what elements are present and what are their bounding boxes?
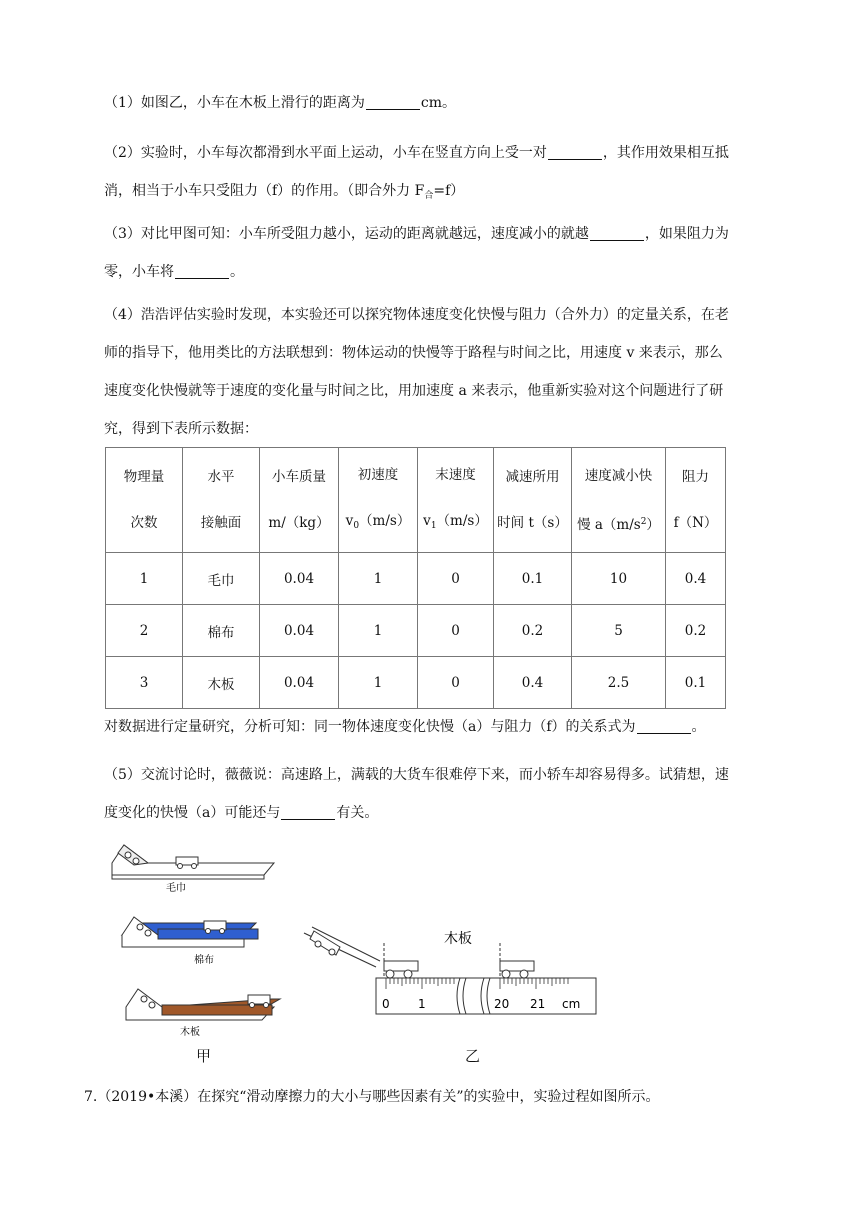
question-3-line2: 零，小车将 [104,264,174,280]
table-cell: 0.04 [260,657,339,709]
answer-blank[interactable] [366,95,420,110]
question-1-text: （1）如图乙，小车在木板上滑行的距离为 [104,95,365,111]
table-cell: 0.04 [260,605,339,657]
question-4-line4: 究，得到下表所示数据： [104,421,258,437]
board-track [126,989,280,1020]
answer-blank[interactable] [590,226,644,241]
table-cell: 2 [106,605,183,657]
question-3-text-tail: ，如果阻力为 [644,226,729,242]
answer-blank[interactable] [637,719,691,734]
subscript-he: 合 [424,191,434,201]
table-row [106,553,726,605]
question-5-line2: 度变化的快慢（a）可能还与 [104,805,281,821]
table-cell: 0.2 [494,605,572,657]
towel-track [112,845,274,879]
table-row [106,605,726,657]
question-4 [104,296,772,448]
header-cell: 初速度 $v_0(m/s)$ [339,448,418,553]
table-cell: 0.4 [494,657,572,709]
table-cell: 1 [339,605,418,657]
table-cell: 0.4 [666,553,726,605]
question-3-text: （3）对比甲图可知：小车所受阻力越小，运动的距离就越远，速度减小的就越 [104,226,589,242]
header-cell: 物理量 次数 [106,448,183,553]
question-4-line2: 师的指导下，他用类比的方法联想到：物体运动的快慢等于路程与时间之比，用速度 v 来表示，那么 [104,345,723,361]
ruler-tick-20: 20 [494,997,510,1011]
table-conclusion [104,708,772,746]
conclusion-text: 对数据进行定量研究，分析可知：同一物体速度变化快慢（a）与阻力（f）的关系式为 [104,719,636,735]
table-cell: 2.5 [572,657,666,709]
table-cell: 1 [106,553,183,605]
question-5-text: （5）交流讨论时，薇薇说：高速路上，满载的大货车很难停下来，而小轿车却容易得多。试猜想，速 [104,767,729,783]
board-label-top: 木板 [444,931,472,947]
question-7-text: 7.（2019•本溪）在探究“滑动摩擦力的大小与哪些因素有关”的实验中，实验过程如图所示。 [84,1089,660,1105]
header-cell: 阻力 f（N） [666,448,726,553]
table-row [106,657,726,709]
question-3 [104,215,772,291]
experiment-figure [104,835,624,1065]
table-cell: 0.04 [260,553,339,605]
ruler-tick-21: 21 [530,997,546,1011]
table-cell: 5 [572,605,666,657]
table-cell: 0 [418,657,494,709]
table-cell: 木板 [183,657,260,709]
table-cell: 毛巾 [183,553,260,605]
question-3-line2-tail: 。 [230,264,244,280]
table-cell: 0 [418,605,494,657]
question-4-line1: （4）浩浩评估实验时发现，本实验还可以探究物体速度变化快慢与阻力（合外力）的定量关系，在老 [104,307,729,323]
answer-blank[interactable] [548,145,602,160]
caption-yi: 乙 [465,1047,481,1065]
ruler-unit: cm [562,997,581,1011]
table-cell: 棉布 [183,605,260,657]
table-cell: 0.1 [666,657,726,709]
table-cell: 3 [106,657,183,709]
towel-label: 毛巾 [166,883,186,894]
question-5 [104,756,772,832]
board-label: 木板 [180,1027,200,1038]
question-5-line2-tail: 有关。 [336,805,379,821]
header-cell: 减速所用 时间 t（s） [494,448,572,553]
table-header-row [106,448,726,553]
header-cell: 末速度 $v_1(m/s)$ [418,448,494,553]
header-cell: 水平 接触面 [183,448,260,553]
table-cell: 0.2 [666,605,726,657]
ruler-tick-0: 0 [382,997,390,1011]
caption-jia: 甲 [196,1047,212,1065]
header-cell: 速度减小快 慢 $a(m/s^2)$ [572,448,666,553]
question-2-line2-tail: =f） [433,183,465,199]
ruler-tick-1: 1 [418,997,426,1011]
question-7 [84,1078,784,1116]
answer-blank[interactable] [175,264,229,279]
question-2-text: （2）实验时，小车每次都滑到水平面上运动，小车在竖直方向上受一对 [104,145,547,161]
header-cell: 小车质量 m/（kg） [260,448,339,553]
answer-blank[interactable] [281,805,335,820]
cotton-label: 棉布 [194,955,214,966]
table-cell: 0 [418,553,494,605]
question-1 [104,84,772,122]
cotton-track [122,917,258,947]
table-cell: 0.1 [494,553,572,605]
question-1-unit: cm。 [420,95,457,111]
conclusion-tail: 。 [691,719,706,735]
table-cell: 1 [339,657,418,709]
question-2-text-tail: ，其作用效果相互抵 [602,145,729,161]
question-2-line2: 消，相当于小车只受阻力（f）的作用。（即合外力 F [104,183,425,199]
table-cell: 10 [572,553,666,605]
data-table [105,447,726,709]
question-2 [104,134,772,215]
table-cell: 1 [339,553,418,605]
question-4-line3: 速度变化快慢就等于速度的变化量与时间之比，用加速度 a 来表示，他重新实验对这个问题进行了研 [104,383,724,399]
